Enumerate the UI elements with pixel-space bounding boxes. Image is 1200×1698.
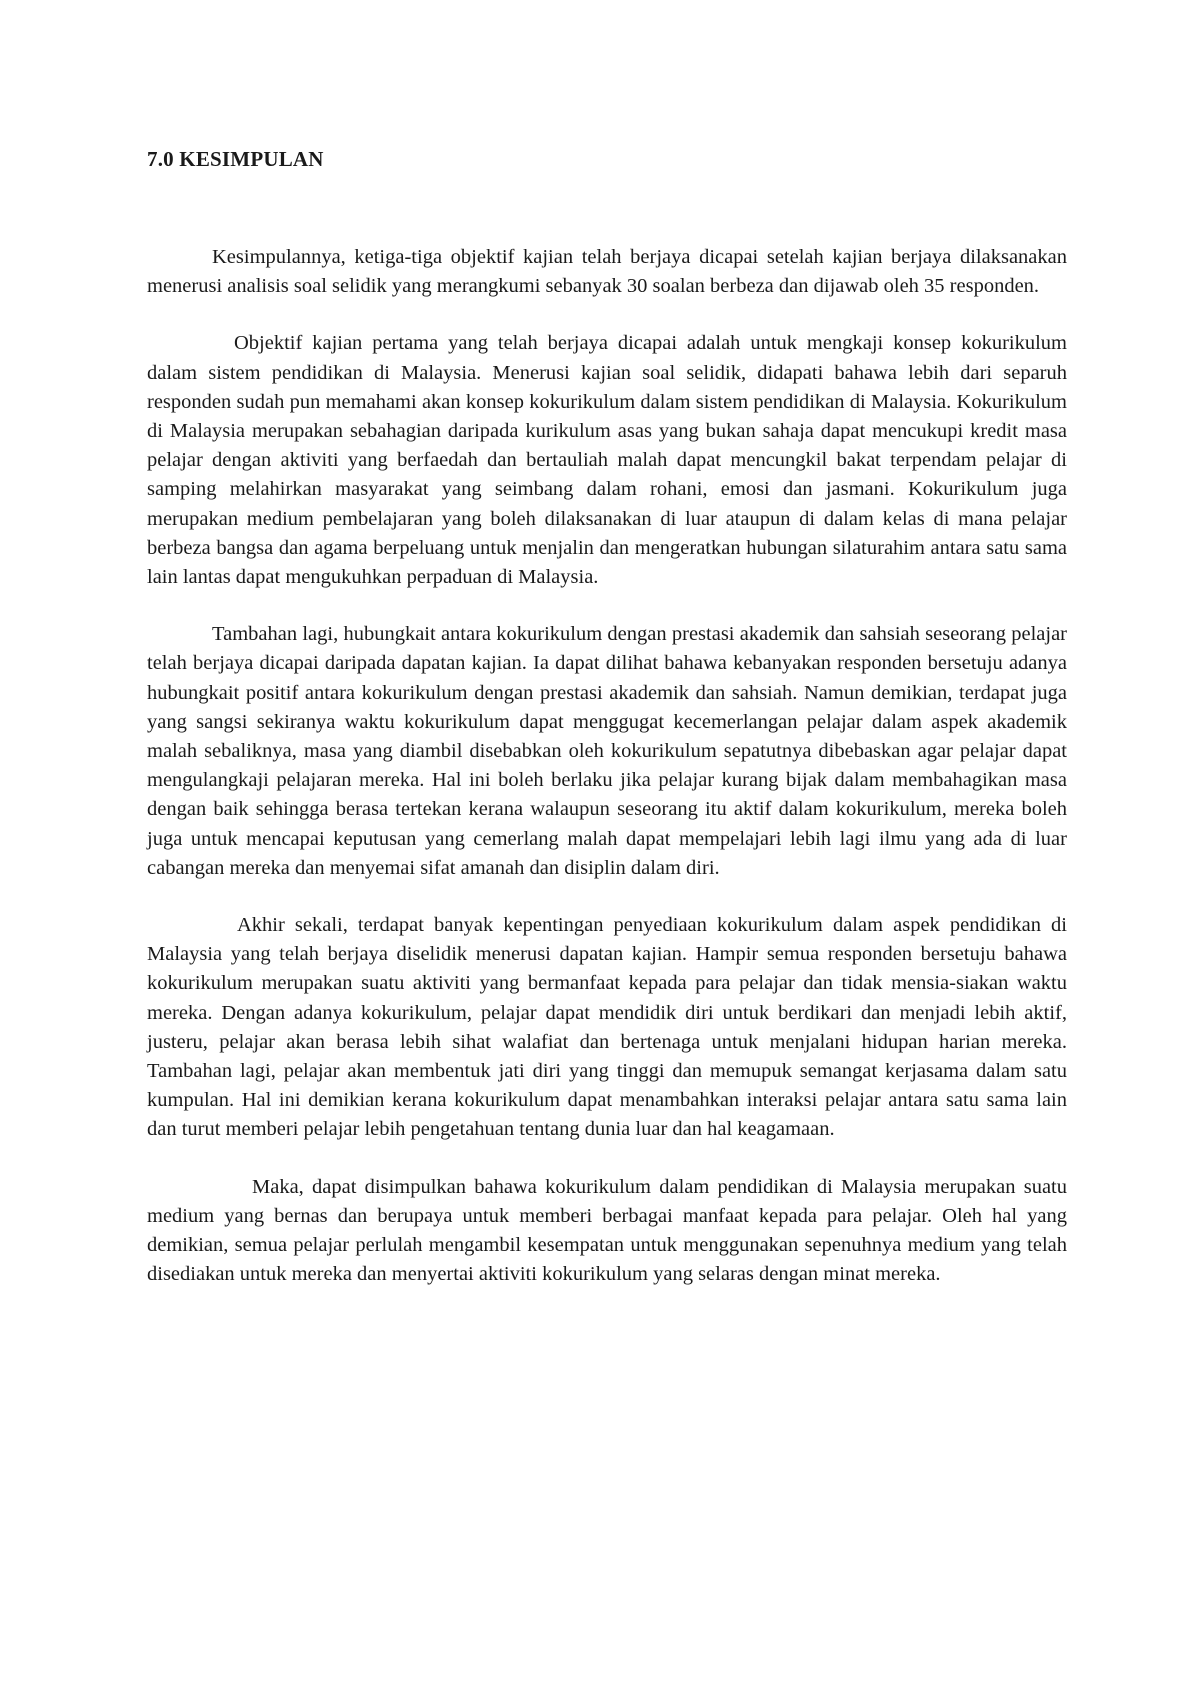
paragraph-conclusion: Maka, dapat disimpulkan bahawa kokurikulum dalam pendidikan di Malaysia merupakan suatu medium yang bernas dan berupaya untuk memberi berbagai manfaat kepada para pelajar. Oleh hal yang demikian, semua pelajar perlulah mengambil kesempatan untuk menggunakan sepenuhnya medium yang telah disediakan untuk mereka dan menyertai aktiviti kokurikulum yang selaras dengan minat mereka. [147,1175,1067,1286]
paragraph-objective-three: Akhir sekali, terdapat banyak kepentingan penyediaan kokurikulum dalam aspek pendidikan di Malaysia yang telah berjaya diselidik menerusi dapatan kajian. Hampir semua responden bersetuju bahawa kokurikulum merupakan suatu aktiviti yang bermanfaat kepada para pelajar dan tidak mensia-siakan waktu mereka. Dengan adanya kokurikulum, pelajar dapat mendidik diri untuk berdikari dan menjadi lebih aktif, justeru, pelajar akan berasa lebih sihat walafiat dan bertenaga untuk menjalani hidupan harian mereka. Tambahan lagi, pelajar akan membentuk jati diri yang tinggi dan memupuk semangat kerjasama dalam satu kumpulan. Hal ini demikian kerana kokurikulum dapat menambahkan interaksi pelajar antara satu sama lain dan turut memberi pelajar lebih pengetahuan tentang dunia luar dan hal keagamaan. [147,914,1067,1141]
paragraph-objective-one: Objektif kajian pertama yang telah berjaya dicapai adalah untuk mengkaji konsep kokurikulum dalam sistem pendidikan di Malaysia. Menerusi kajian soal selidik, didapati bahawa lebih dari separuh responden sudah pun memahami akan konsep kokurikulum dalam sistem pendidikan di Malaysia. Kokurikulum di Malaysia merupakan sebahagian daripada kurikulum asas yang bukan sahaja dapat mencukupi kredit masa pelajar dengan aktiviti yang berfaedah dan bertauliah malah dapat mencungkil bakat terpendam pelajar di samping melahirkan masyarakat yang seimbang dalam rohani, emosi dan jasmani. Kokurikulum juga merupakan medium pembelajaran yang boleh dilaksanakan di luar ataupun di dalam kelas di mana pelajar berbeza bangsa dan agama berpeluang untuk menjalin dan mengeratkan hubungan silaturahim antara satu sama lain lantas dapat mengukuhkan perpaduan di Malaysia. [147,332,1067,589]
section-heading: 7.0 KESIMPULAN [147,147,324,171]
paragraph-objective-two: Tambahan lagi, hubungkait antara kokurikulum dengan prestasi akademik dan sahsiah seseorang pelajar telah berjaya dicapai daripada dapatan kajian. Ia dapat dilihat bahawa kebanyakan responden bersetuju adanya hubungkait positif antara kokurikulum dengan prestasi akademik dan sahsiah. Namun demikian, terdapat juga yang sangsi sekiranya waktu kokurikulum dapat menggugat kecemerlangan pelajar dalam aspek akademik malah sebaliknya, masa yang diambil disebabkan oleh kokurikulum sepatutnya dibebaskan agar pelajar dapat mengulangkaji pelajaran mereka. Hal ini boleh berlaku jika pelajar kurang bijak dalam membahagikan masa dengan baik sehingga berasa tertekan kerana walaupun seseorang itu aktif dalam kokurikulum, mereka boleh juga untuk mencapai keputusan yang cemerlang malah dapat mempelajari lebih lagi ilmu yang ada di luar cabangan mereka dan menyemai sifat amanah dan disiplin dalam diri. [147,623,1067,879]
document-body [147,243,1067,1318]
paragraph-intro: Kesimpulannya, ketiga-tiga objektif kajian telah berjaya dicapai setelah kajian berjaya dilaksanakan menerusi analisis soal selidik yang merangkumi sebanyak 30 soalan berbeza dan dijawab oleh 35 responden. [147,246,1067,298]
